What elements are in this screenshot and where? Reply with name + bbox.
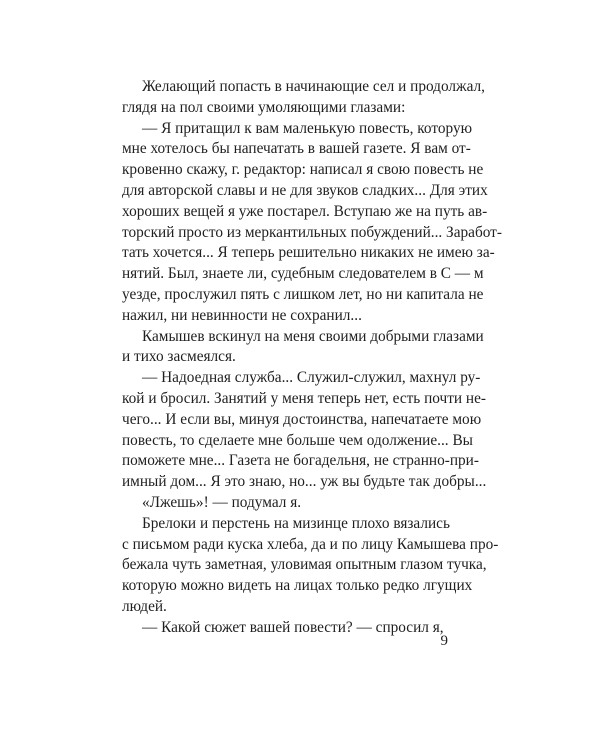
text-line: которую можно видеть на лицах только редко лгущих — [122, 577, 473, 595]
text-line: — Надоедная служба... Служил-служил, махнул ру- — [142, 369, 481, 387]
text-line: нажил, ни невинности не сохранил... — [122, 306, 362, 324]
text-line: глядя на пол своими умоляющими глазами: — [122, 98, 406, 116]
text-line: кой и бросил. Занятий у меня теперь нет, есть почти не- — [122, 389, 486, 407]
text-line: для авторской славы и не для звуков сладких... Для этих — [122, 181, 488, 199]
text-line: нятий. Был, знаете ли, судебным следователем в С — м — [122, 265, 484, 283]
text-line: Брелоки и перстень на мизинце плохо вязались — [142, 514, 450, 532]
text-line: торский просто из меркантильных побуждений... Заработ- — [122, 223, 502, 241]
text-line: — Я притащил к вам маленькую повесть, которую — [142, 119, 473, 137]
text-line: с письмом ради куска хлеба, да и по лицу Камышева про- — [122, 535, 499, 553]
text-line: Желающий попасть в начинающие сел и продолжал, — [142, 78, 485, 95]
body-text — [122, 77, 502, 639]
text-line: Камышев вскинул на меня своими добрыми глазами — [142, 327, 484, 345]
text-line: тать хочется... Я теперь решительно никаких не имею за- — [122, 244, 495, 262]
text-line: мне хотелось бы напечатать в вашей газете. Я вам от- — [122, 140, 471, 158]
text-line: и тихо засмеялся. — [122, 348, 236, 366]
text-line: кровенно скажу, г. редактор: написал я свою повесть не — [122, 161, 484, 179]
text-line: людей. — [122, 597, 167, 615]
text-line: «Лжешь»! — подумал я. — [142, 493, 302, 511]
text-line: уезде, прослужил пять с лишком лет, но ни капитала не — [122, 285, 484, 303]
text-line: хороших вещей я уже постарел. Вступаю же на путь ав- — [122, 202, 488, 220]
text-line: повесть, то сделаете мне больше чем одолжение... Вы — [122, 431, 473, 449]
text-line: — Какой сюжет вашей повести? — спросил я, — [142, 618, 444, 636]
text-line: бежала чуть заметная, уловимая опытным глазом тучка, — [122, 556, 487, 574]
page-number: 9 — [440, 633, 448, 649]
text-line: чего... И если вы, минуя достоинства, напечатаете мою — [122, 410, 482, 428]
text-line: поможете мне... Газета не богадельня, не странно-при- — [122, 452, 479, 470]
text-line: имный дом... Я это знаю, но... уж вы будьте так добры... — [122, 473, 487, 491]
